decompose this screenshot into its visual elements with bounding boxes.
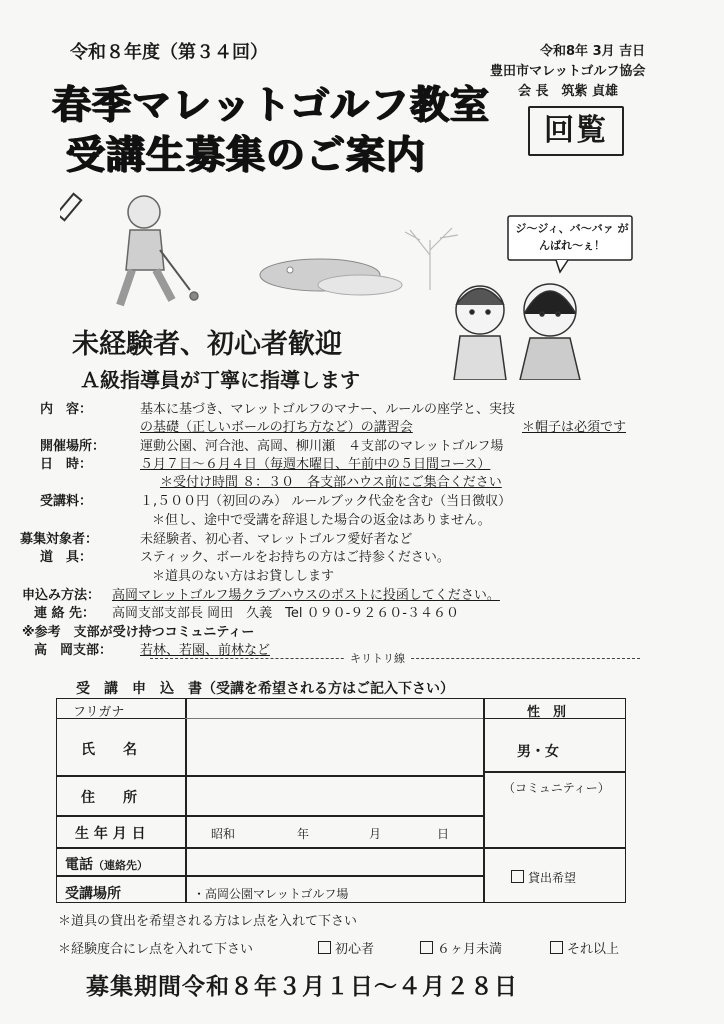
welcome-subheading: Ａ級指導員が丁寧に指導します [80, 368, 360, 392]
golf-green [260, 259, 402, 295]
form-title: 受 講 申 込 書（受講を希望される方はご記入下さい） [76, 681, 454, 697]
cut-line-label: キリトリ線 [344, 650, 411, 666]
branch-label: 高 岡支部： [34, 643, 113, 658]
reference-label: ※参考 支部が受け持つコミュニティー [22, 625, 255, 640]
era-label: 昭和 [211, 827, 236, 841]
issue-date: 令和8年 3月 吉日 [540, 44, 646, 59]
apply-row [0, 584, 724, 602]
tools-row [0, 546, 724, 564]
fee-label: 受講料： [40, 494, 93, 509]
community-field[interactable] [485, 795, 623, 845]
tools-text: スティック、ボールをお持ちの方はご持参ください。 [140, 550, 450, 565]
address-label: 住 所 [81, 790, 137, 806]
apply-label: 申込み方法： [22, 588, 101, 603]
target-label: 募集対象者： [20, 532, 99, 547]
birthdate-label: 生 年 月 日 [75, 826, 146, 842]
venue-label: 開催場所： [40, 439, 106, 454]
furigana-label: フリガナ [73, 705, 125, 720]
venue-row [0, 435, 724, 453]
speech-bubble-text: ジ～ジィ、バ～バァ がんばれ～ぇ！ [515, 222, 629, 252]
edition-label: 令和８年度（第３４回） [70, 42, 268, 63]
more-checkbox[interactable] [550, 941, 563, 954]
branch-text: 若林、若園、前林など [140, 643, 271, 658]
tools-note-row [0, 565, 724, 583]
beginner-checkbox[interactable] [318, 941, 331, 954]
day-label: 日 [437, 827, 450, 841]
beginner-label: 初心者 [335, 942, 375, 957]
fee-note-row [0, 509, 724, 527]
phone-label-text: 電話 [65, 857, 93, 873]
name-field[interactable] [187, 720, 481, 774]
gender-options[interactable]: 男・女 [517, 744, 559, 760]
children-figures [454, 284, 580, 380]
content-text-2: の基礎（正しいボールの打ち方など）の講習会 [140, 420, 413, 435]
contact-label: 連 絡 先： [34, 606, 96, 621]
contact-row [0, 602, 724, 620]
time-row [0, 453, 724, 471]
golfer-figure [120, 196, 198, 305]
venue-field-label: 受講場所 [65, 886, 121, 902]
president-name: 会 長 筑紫 貞雄 [518, 84, 619, 99]
time-text: ５月７日～６月４日（毎週木曜日、午前中の５日間コース） [140, 457, 491, 472]
target-text: 未経験者、初心者、マレットゴルフ愛好者など [140, 532, 413, 547]
page-subtitle: 受講生募集のご案内 [66, 133, 427, 178]
phone-sub-label: （連絡先） [93, 859, 148, 872]
rental-checkbox[interactable] [511, 870, 524, 883]
rental-note: ＊道具の貸出を希望される方はレ点を入れて下さい [58, 914, 358, 929]
welcome-heading: 未経験者、初心者歓迎 [72, 329, 342, 360]
experience-note: ＊経験度合にレ点を入れて下さい [58, 942, 254, 957]
experience-option-beginner[interactable] [318, 938, 374, 957]
year-label: 年 [297, 827, 310, 841]
time-note: ＊受付け時間 ８：３０ 各支部ハウス前にご集合ください [160, 475, 502, 490]
tree-sketch [405, 228, 458, 290]
target-row [0, 528, 724, 546]
fee-note: ＊但し、途中で受講を辞退した場合の返金はありません。 [152, 513, 491, 528]
name-label: 氏 名 [81, 742, 137, 758]
time-note-row [0, 471, 724, 489]
experience-option-more[interactable] [550, 938, 619, 957]
hat-note: ＊帽子は必須です [522, 420, 627, 435]
recruitment-period: 募集期間令和８年３月１日～４月２８日 [86, 974, 518, 1000]
apply-text: 高岡マレットゴルフ場クラブハウスのポストに投函してください。 [112, 588, 500, 603]
under-6mo-label: ６ヶ月未満 [437, 942, 503, 957]
page-title: 春季マレットゴルフ教室 [52, 83, 491, 128]
month-label: 月 [369, 827, 382, 841]
pencil-icon [60, 194, 81, 220]
experience-option-under-6mo[interactable] [420, 938, 502, 957]
association-name: 豊田市マレットゴルフ協会 [490, 64, 646, 79]
address-field[interactable] [187, 777, 481, 814]
phone-field[interactable] [187, 849, 481, 874]
content-label: 内 容： [40, 402, 93, 417]
fee-text: １,５００円（初回のみ） ルールブック代金を含む（当日徴収） [140, 494, 512, 509]
rental-option[interactable] [511, 869, 576, 886]
content-row [0, 398, 724, 416]
circulation-stamp: 回覧 [528, 106, 624, 156]
under-6mo-checkbox[interactable] [420, 941, 433, 954]
furigana-field[interactable] [187, 701, 481, 717]
tools-note: ＊道具のない方はお貸しします [152, 569, 335, 584]
venue-field-value: ・高岡公園マレットゴルフ場 [193, 887, 349, 901]
more-label: それ以上 [567, 942, 620, 957]
contact-text: 高岡支部支部長 岡田 久義 Tel ０９０-９２６０-３４６０ [112, 606, 459, 621]
content-row-2 [0, 416, 724, 434]
gender-label: 性 別 [527, 705, 567, 720]
venue-text: 運動公園、河合池、高岡、柳川瀬 ４支部のマレットゴルフ場 [140, 439, 504, 454]
application-form [56, 698, 626, 903]
content-text: 基本に基づき、マレットゴルフのマナー、ルールの座学と、実技 [140, 402, 516, 417]
fee-row [0, 490, 724, 508]
time-label: 日 時： [40, 457, 93, 472]
phone-label [65, 854, 148, 874]
tools-label: 道 具： [40, 550, 93, 565]
reference-row [0, 621, 724, 639]
community-label: （コミュニティー） [503, 781, 610, 795]
rental-label: 貸出希望 [528, 871, 577, 885]
